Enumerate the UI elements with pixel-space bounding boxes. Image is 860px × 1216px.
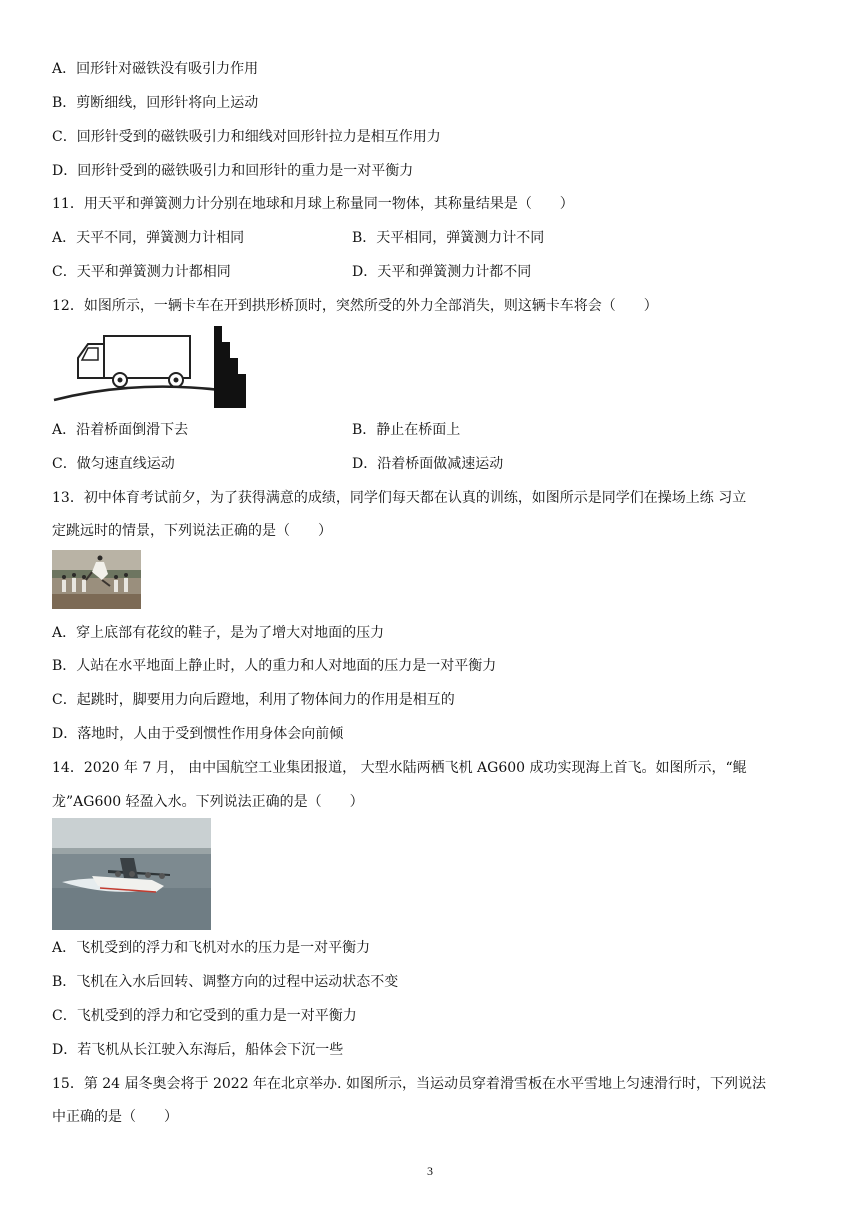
q12-option-a: A．沿着桥面倒滑下去: [52, 422, 189, 438]
q14-option-d: D．若飞机从长江驶入东海后，船体会下沉一些: [52, 1042, 344, 1058]
q11-option-a: A．天平不同，弹簧测力计相同: [52, 230, 245, 246]
q13-stem-line1: 13．初中体育考试前夕，为了获得满意的成绩，同学们每天都在认真的训练，如图所示是同学们在操场上练 习立: [52, 490, 747, 506]
q13-option-a: A．穿上底部有花纹的鞋子，是为了增大对地面的压力: [52, 625, 385, 641]
q14-stem-line1: 14．2020 年 7 月， 由中国航空工业集团报道， 大型水陆两栖飞机 AG600 成功实现海上首飞。如图所示，“鲲: [52, 760, 747, 776]
q14-option-b: B．飞机在入水后回转、调整方向的过程中运动状态不变: [52, 974, 399, 990]
q10-option-b: B．剪断细线，回形针将向上运动: [52, 95, 259, 111]
page-number: 3: [427, 1164, 433, 1178]
q11-stem: 11．用天平和弹簧测力计分别在地球和月球上称量同一物体，其称量结果是（ ）: [52, 196, 574, 212]
q14-option-a: A．飞机受到的浮力和飞机对水的压力是一对平衡力: [52, 940, 371, 956]
long-jump-photo: [52, 550, 141, 609]
q10-option-d: D．回形针受到的磁铁吸引力和回形针的重力是一对平衡力: [52, 163, 414, 179]
q12-option-d: D．沿着桥面做减速运动: [352, 456, 504, 472]
q15-stem-line2: 中正确的是（ ）: [52, 1109, 178, 1125]
q11-option-b: B．天平相同，弹簧测力计不同: [352, 230, 545, 246]
q13-option-d: D．落地时，人由于受到惯性作用身体会向前倾: [52, 726, 344, 742]
q12-stem: 12．如图所示，一辆卡车在开到拱形桥顶时，突然所受的外力全部消失，则这辆卡车将会（ ）: [52, 298, 658, 314]
q14-stem-line2: 龙”AG600 轻盈入水。下列说法正确的是（ ）: [52, 794, 364, 810]
q13-option-c: C．起跳时，脚要用力向后蹬地，利用了物体间力的作用是相互的: [52, 692, 455, 708]
q10-option-a: A．回形针对磁铁没有吸引力作用: [52, 61, 259, 77]
q15-stem-line1: 15．第 24 届冬奥会将于 2022 年在北京举办. 如图所示，当运动员穿着滑雪板在水平雪地上匀速滑行时，下列说法: [52, 1076, 766, 1092]
seaplane-photo: [52, 818, 211, 930]
q12-option-c: C．做匀速直线运动: [52, 456, 175, 472]
q12-option-b: B．静止在桥面上: [352, 422, 461, 438]
q14-option-c: C．飞机受到的浮力和它受到的重力是一对平衡力: [52, 1008, 357, 1024]
q11-option-c: C．天平和弹簧测力计都相同: [52, 264, 231, 280]
q10-option-c: C．回形针受到的磁铁吸引力和细线对回形针拉力是相互作用力: [52, 129, 441, 145]
q13-option-b: B．人站在水平地面上静止时，人的重力和人对地面的压力是一对平衡力: [52, 658, 497, 674]
q11-option-d: D．天平和弹簧测力计都不同: [352, 264, 532, 280]
q13-stem-line2: 定跳远时的情景，下列说法正确的是（ ）: [52, 523, 332, 539]
truck-on-bridge-figure: [52, 322, 248, 410]
